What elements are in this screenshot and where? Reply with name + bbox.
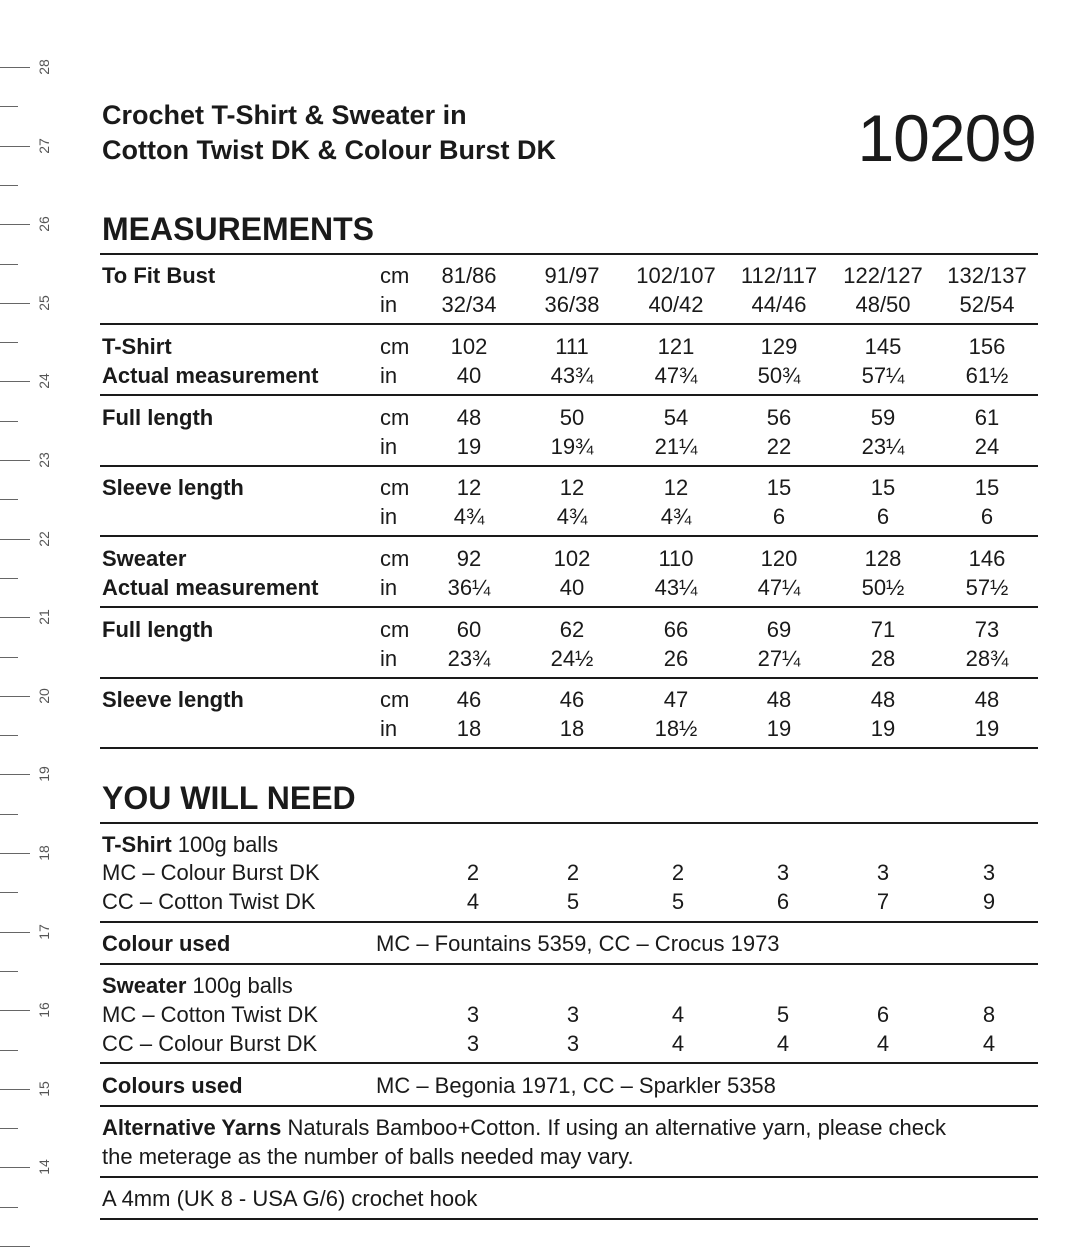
- ball-count: 5: [566, 889, 580, 914]
- tshirt-balls-label: T-Shirt 100g balls: [102, 832, 279, 857]
- ruler-tick: [0, 381, 30, 382]
- ruler-label: 20: [36, 688, 52, 704]
- ruler-tick: [0, 264, 18, 265]
- measurement-value: 102: [450, 334, 488, 359]
- ruler-tick: [0, 657, 18, 658]
- unit-label: cm: [380, 546, 410, 571]
- measurement-value: 43¼: [654, 575, 698, 600]
- ruler-tick: [0, 1207, 18, 1208]
- measurement-value: 111: [555, 334, 589, 359]
- title-line-2: Cotton Twist DK & Colour Burst DK: [102, 135, 556, 165]
- measurement-label: Actual measurement: [102, 363, 319, 388]
- measurement-value: 27¼: [757, 646, 801, 671]
- divider: [100, 394, 1038, 396]
- ruler-label: 22: [36, 531, 52, 547]
- measurement-value: 112/117: [740, 263, 818, 288]
- pattern-title: [102, 98, 556, 168]
- measurement-value: 12: [456, 475, 482, 500]
- ruler-label: 24: [36, 373, 52, 389]
- measurement-value: 50: [559, 405, 585, 430]
- colour-used-value: MC – Fountains 5359, CC – Crocus 1973: [376, 931, 780, 956]
- ball-count: 5: [671, 889, 685, 914]
- ruler-tick: [0, 617, 30, 618]
- ruler-tick: [0, 1089, 30, 1090]
- measurement-value: 19: [870, 716, 896, 741]
- ball-count: 4: [466, 889, 480, 914]
- measurements-heading: MEASUREMENTS: [102, 211, 375, 247]
- measurement-value: 19: [766, 716, 792, 741]
- tshirt-mc-label: MC – Colour Burst DK: [102, 860, 320, 885]
- ruler-label: 16: [36, 1002, 52, 1018]
- alternative-yarns-text: Alternative Yarns Naturals Bamboo+Cotton. If using an alternative yarn, please check: [102, 1115, 947, 1140]
- colour-used-label: Colour used: [102, 931, 231, 956]
- measurement-value: 129: [760, 334, 798, 359]
- measurement-value: 48: [974, 687, 1000, 712]
- divider: [100, 323, 1038, 325]
- ruler-label: 28: [36, 59, 52, 75]
- measurement-value: 15: [974, 475, 1000, 500]
- measurement-value: 21¼: [654, 434, 698, 459]
- sweater-balls-label: Sweater 100g balls: [102, 973, 293, 998]
- ruler-label: 25: [36, 295, 52, 311]
- ruler-tick: [0, 499, 18, 500]
- divider: [100, 921, 1038, 923]
- ruler-tick: [0, 774, 30, 775]
- ball-count: 4: [982, 1031, 996, 1056]
- unit-label: cm: [380, 334, 410, 359]
- measurement-value: 50¾: [757, 363, 801, 388]
- ruler-tick: [0, 892, 18, 893]
- divider: [100, 606, 1038, 608]
- ruler-tick: [0, 1050, 18, 1051]
- divider: [100, 253, 1038, 255]
- measurement-value: 146: [968, 546, 1006, 571]
- measurement-label: Full length: [102, 405, 214, 430]
- measurement-value: 120: [760, 546, 798, 571]
- divider: [100, 1105, 1038, 1107]
- measurement-value: 23¾: [447, 646, 491, 671]
- ruler-label: 26: [36, 216, 52, 232]
- measurement-value: 73: [974, 617, 1000, 642]
- divider: [100, 677, 1038, 679]
- pattern-number: 10209: [857, 101, 1036, 175]
- measurement-value: 12: [663, 475, 689, 500]
- ruler-tick: [0, 421, 18, 422]
- measurement-value: 47¾: [654, 363, 698, 388]
- ball-count: 2: [466, 860, 480, 885]
- ball-count: 9: [982, 889, 996, 914]
- measurement-value: 26: [663, 646, 689, 671]
- ball-count: 3: [566, 1002, 580, 1027]
- divider: [100, 535, 1038, 537]
- ball-count: 7: [876, 889, 890, 914]
- measurement-value: 128: [864, 546, 902, 571]
- measurement-value: 24½: [550, 646, 594, 671]
- colours-used-label: Colours used: [102, 1073, 243, 1098]
- ball-count: 4: [776, 1031, 790, 1056]
- ball-count: 3: [776, 860, 790, 885]
- divider: [100, 1218, 1038, 1220]
- measurement-value: 6: [876, 504, 890, 529]
- measurement-value: 19: [456, 434, 482, 459]
- measurement-value: 122/127: [843, 263, 923, 288]
- measurement-value: 4¾: [453, 504, 485, 529]
- ball-count: 5: [776, 1002, 790, 1027]
- ball-count: 3: [466, 1002, 480, 1027]
- ruler-label: 23: [36, 452, 52, 468]
- unit-label: in: [380, 292, 398, 317]
- measurement-value: 52/54: [959, 292, 1015, 317]
- measurement-value: 60: [456, 617, 482, 642]
- ruler-tick: [0, 853, 30, 854]
- ruler-label: 21: [36, 609, 52, 625]
- unit-label: cm: [380, 475, 410, 500]
- measurement-value: 36¼: [447, 575, 491, 600]
- unit-label: in: [380, 646, 398, 671]
- measurement-label: Sleeve length: [102, 475, 244, 500]
- alternative-yarns-text-2: the meterage as the number of balls needed may vary.: [102, 1144, 634, 1169]
- measurement-value: 57¼: [861, 363, 905, 388]
- measurement-label: Actual measurement: [102, 575, 319, 600]
- measurement-value: 32/34: [441, 292, 497, 317]
- ball-count: 4: [671, 1002, 685, 1027]
- measurement-value: 92: [456, 546, 482, 571]
- ruler-label: 18: [36, 845, 52, 861]
- sweater-cc-label: CC – Colour Burst DK: [102, 1031, 318, 1056]
- measurement-value: 28¾: [965, 646, 1009, 671]
- measurement-value: 121: [657, 334, 695, 359]
- measurement-value: 47: [663, 687, 689, 712]
- ball-count: 3: [466, 1031, 480, 1056]
- ruler-label: 17: [36, 924, 52, 940]
- measurement-value: 57½: [965, 575, 1009, 600]
- measurement-label: To Fit Bust: [102, 263, 216, 288]
- ruler-tick: [0, 814, 18, 815]
- ball-count: 6: [876, 1002, 890, 1027]
- divider: [100, 822, 1038, 824]
- measurement-value: 61½: [965, 363, 1009, 388]
- divider: [100, 963, 1038, 965]
- ruler-tick: [0, 185, 18, 186]
- measurement-value: 46: [559, 687, 585, 712]
- measurement-value: 48: [456, 405, 482, 430]
- measurement-value: 59: [870, 405, 896, 430]
- measurement-value: 40: [559, 575, 585, 600]
- ball-count: 8: [982, 1002, 996, 1027]
- unit-label: cm: [380, 617, 410, 642]
- measurement-value: 40/42: [648, 292, 704, 317]
- colours-used-value: MC – Begonia 1971, CC – Sparkler 5358: [376, 1073, 776, 1098]
- ruler-tick: [0, 578, 18, 579]
- ball-count: 3: [982, 860, 996, 885]
- measurement-value: 48: [766, 687, 792, 712]
- ball-count: 4: [671, 1031, 685, 1056]
- divider: [100, 1176, 1038, 1178]
- measurement-value: 28: [870, 646, 896, 671]
- measurement-value: 54: [663, 405, 689, 430]
- measurement-label: T-Shirt: [102, 334, 172, 359]
- measurement-label: Full length: [102, 617, 214, 642]
- measurement-value: 110: [658, 546, 694, 571]
- measurement-value: 36/38: [544, 292, 600, 317]
- measurement-value: 23¼: [861, 434, 905, 459]
- measurement-value: 6: [772, 504, 786, 529]
- ruler-tick: [0, 696, 30, 697]
- measurement-value: 62: [559, 617, 585, 642]
- ruler-label: 27: [36, 138, 52, 154]
- tshirt-cc-label: CC – Cotton Twist DK: [102, 889, 316, 914]
- measurement-value: 46: [456, 687, 482, 712]
- divider: [100, 747, 1038, 749]
- ball-count: 3: [876, 860, 890, 885]
- ruler-tick: [0, 735, 18, 736]
- ruler-tick: [0, 1167, 30, 1168]
- measurement-value: 15: [766, 475, 792, 500]
- measurement-value: 44/46: [751, 292, 807, 317]
- unit-label: in: [380, 504, 398, 529]
- ball-count: 2: [671, 860, 685, 885]
- measurement-value: 91/97: [544, 263, 600, 288]
- you-will-need-heading: YOU WILL NEED: [102, 780, 356, 816]
- measurement-value: 66: [663, 617, 689, 642]
- measurement-value: 18: [456, 716, 482, 741]
- ruler-tick: [0, 342, 18, 343]
- unit-label: cm: [380, 405, 410, 430]
- measurement-value: 18½: [654, 716, 698, 741]
- measurement-value: 102: [553, 546, 591, 571]
- measurement-value: 12: [559, 475, 585, 500]
- measurement-value: 4¾: [660, 504, 692, 529]
- title-line-1: Crochet T-Shirt & Sweater in: [102, 100, 467, 130]
- measurement-value: 132/137: [947, 263, 1027, 288]
- measurement-value: 48/50: [855, 292, 911, 317]
- ball-count: 2: [566, 860, 580, 885]
- measurement-value: 19¾: [550, 434, 594, 459]
- measurement-value: 19: [974, 716, 1000, 741]
- measurement-value: 15: [870, 475, 896, 500]
- ruler-label: 19: [36, 766, 52, 782]
- ball-count: 4: [876, 1031, 890, 1056]
- ruler-tick: [0, 932, 30, 933]
- unit-label: cm: [380, 687, 410, 712]
- ruler-label: 14: [36, 1159, 52, 1175]
- unit-label: in: [380, 575, 398, 600]
- unit-label: in: [380, 363, 398, 388]
- measurement-value: 47¼: [757, 575, 801, 600]
- measurement-value: 81/86: [441, 263, 497, 288]
- measurement-value: 6: [980, 504, 994, 529]
- ruler-label: 15: [36, 1081, 52, 1097]
- ruler-tick: [0, 1010, 30, 1011]
- measurement-value: 40: [456, 363, 482, 388]
- unit-label: in: [380, 434, 398, 459]
- measurement-value: 61: [974, 405, 1000, 430]
- measurement-value: 71: [870, 617, 896, 642]
- ruler-tick: [0, 146, 30, 147]
- measurement-value: 102/107: [636, 263, 716, 288]
- divider: [100, 465, 1038, 467]
- divider: [100, 1062, 1038, 1064]
- unit-label: in: [380, 716, 398, 741]
- measurement-value: 69: [766, 617, 792, 642]
- page-ruler: [0, 0, 60, 1234]
- measurement-value: 43¾: [550, 363, 594, 388]
- measurement-value: 4¾: [556, 504, 588, 529]
- measurement-value: 156: [968, 334, 1006, 359]
- ball-count: 3: [566, 1031, 580, 1056]
- measurement-value: 24: [974, 434, 1000, 459]
- ruler-tick: [0, 460, 30, 461]
- sweater-mc-label: MC – Cotton Twist DK: [102, 1002, 318, 1027]
- measurement-value: 22: [766, 434, 792, 459]
- unit-label: cm: [380, 263, 410, 288]
- measurement-value: 48: [870, 687, 896, 712]
- measurement-label: Sleeve length: [102, 687, 244, 712]
- ruler-tick: [0, 1128, 18, 1129]
- ruler-tick: [0, 539, 30, 540]
- measurement-label: Sweater: [102, 546, 187, 571]
- hook-text: A 4mm (UK 8 - USA G/6) crochet hook: [102, 1186, 478, 1211]
- ruler-tick: [0, 106, 18, 107]
- ruler-tick: [0, 303, 30, 304]
- ball-count: 6: [776, 889, 790, 914]
- measurement-value: 56: [766, 405, 792, 430]
- ruler-tick: [0, 67, 30, 68]
- measurement-value: 50½: [861, 575, 905, 600]
- measurement-value: 145: [864, 334, 902, 359]
- ruler-tick: [0, 224, 30, 225]
- measurement-value: 18: [559, 716, 585, 741]
- ruler-tick: [0, 971, 18, 972]
